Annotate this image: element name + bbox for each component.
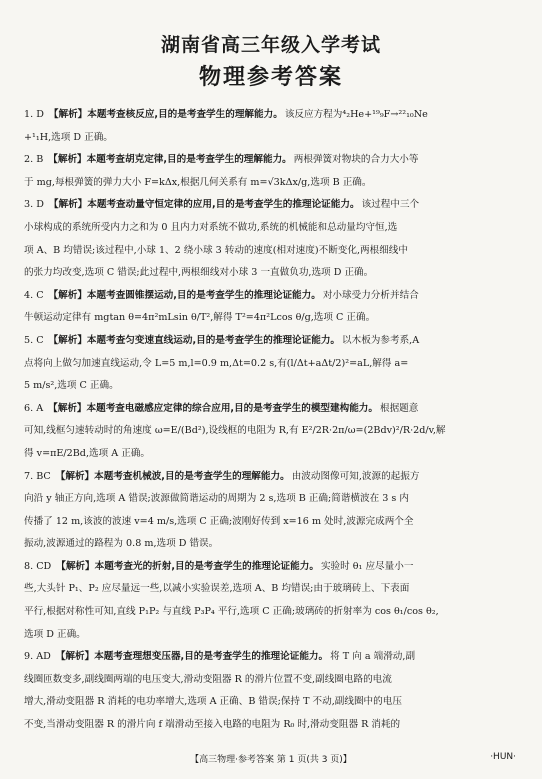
answer-text: 得 v=πE/2Bd,选项 A 正确。 bbox=[24, 447, 150, 459]
answer-line bbox=[24, 511, 520, 534]
answer-line bbox=[24, 149, 520, 172]
answer-text: 振动,波源通过的路程为 0.8 m,选项 D 错误。 bbox=[24, 538, 219, 550]
answer-text: 点将向上做匀加速直线运动,令 L=5 m,l=0.9 m,Δt=0.2 s,有(l/Δt+aΔt/2)²=aL,解得 a= bbox=[24, 357, 409, 369]
answer-item bbox=[24, 194, 520, 284]
analysis-heading: 【解析】本题考查动量守恒定律的应用,目的是考查学生的推理论证能力。 bbox=[48, 199, 360, 211]
analysis-heading: 【解析】本题考查胡克定律,目的是考查学生的理解能力。 bbox=[48, 154, 292, 166]
answer-number: 1. D bbox=[24, 109, 44, 120]
answer-item bbox=[24, 149, 520, 194]
answers-list bbox=[24, 104, 520, 737]
answer-text: 选项 D 正确。 bbox=[24, 628, 86, 640]
answer-line bbox=[24, 240, 520, 263]
answer-item bbox=[24, 466, 520, 556]
answer-line bbox=[24, 578, 520, 601]
answer-line bbox=[24, 488, 520, 511]
answer-text: 些,大头针 P₁、P₂ 应尽量远一些,以减小实验误差,选项 A、B 均错误;由于玻璃砖上、下表面 bbox=[24, 583, 410, 595]
page-footer: 【高三物理·参考答案 第 1 页(共 3 页)】 bbox=[190, 755, 352, 765]
answer-text: +¹₁H,选项 D 正确。 bbox=[24, 131, 113, 143]
answer-text: 不变,当滑动变阻器 R 的滑片向 f 端滑动至接入电路的电阻为 R₀ 时,滑动变阻器 R 消耗的 bbox=[24, 719, 401, 731]
analysis-heading: 【解析】本题考查理想变压器,目的是考查学生的推理论证能力。 bbox=[55, 651, 329, 663]
answer-text: 的张力均改变,选项 C 错误;此过程中,两根细线对小球 3 一直做负功,选项 D 正确。 bbox=[24, 267, 374, 279]
analysis-heading: 【解析】本题考查电磁感应定律的综合应用,目的是考查学生的模型建构能力。 bbox=[48, 402, 378, 414]
answer-text: 线圈匝数变多,副线圈两端的电压变大,滑动变阻器 R 的滑片位置不变,副线圈电路的电流 bbox=[24, 673, 392, 685]
answer-line bbox=[24, 307, 520, 330]
answer-line bbox=[24, 353, 520, 376]
answer-number: 6. A bbox=[24, 402, 44, 414]
footer-code: ·HUN· bbox=[490, 752, 516, 762]
answer-text: 根据题意 bbox=[379, 402, 419, 414]
answer-line bbox=[24, 443, 520, 466]
answer-line bbox=[24, 217, 520, 240]
analysis-heading: 【解析】本题考查圆锥摆运动,目的是考查学生的推理论证能力。 bbox=[48, 289, 321, 301]
answer-line bbox=[24, 262, 520, 285]
answer-number: 3. D bbox=[24, 199, 44, 211]
answer-number: 4. C bbox=[24, 289, 44, 301]
answer-text: 于 mg,每根弹簧的弹力大小 F=kΔx,根据几何关系有 m=√3kΔx/g,选项 B 正确。 bbox=[24, 176, 372, 188]
answer-number: 9. AD bbox=[24, 651, 51, 663]
analysis-heading: 【解析】本题考查机械波,目的是考查学生的理解能力。 bbox=[55, 470, 290, 482]
answer-item bbox=[24, 330, 520, 398]
answer-number: 2. B bbox=[24, 154, 44, 166]
analysis-heading: 【解析】本题考查核反应,目的是考查学生的理解能力。 bbox=[48, 109, 283, 120]
answer-text: 传播了 12 m,该波的波速 v=4 m/s,选项 C 正确;波刚好传到 x=16 m 处时,波源完成两个全 bbox=[24, 515, 414, 527]
answer-line bbox=[24, 646, 520, 669]
answer-line bbox=[24, 714, 520, 737]
answer-item bbox=[24, 646, 520, 736]
answer-text: 对小球受力分析并结合 bbox=[322, 289, 419, 301]
answer-item bbox=[24, 285, 520, 330]
answer-number: 5. C bbox=[24, 334, 44, 346]
answer-number: 8. CD bbox=[24, 560, 52, 572]
answer-line bbox=[24, 104, 520, 127]
answer-line bbox=[24, 127, 520, 150]
answer-line bbox=[24, 285, 520, 308]
answer-line bbox=[24, 533, 520, 556]
answer-line bbox=[24, 420, 520, 443]
answer-text: 两根弹簧对物块的合力大小等 bbox=[293, 154, 419, 166]
answer-text: 小球构成的系统所受内力之和为 0 且内力对系统不做功,系统的机械能和总动量均守恒,选 bbox=[24, 221, 398, 233]
answer-line bbox=[24, 194, 520, 217]
answer-text: 5 m/s²,选项 C 正确。 bbox=[24, 380, 119, 392]
answer-text: 增大,滑动变阻器 R 消耗的电功率增大,选项 A 正确、B 错误;保持 T 不动,副线圈中的电压 bbox=[24, 696, 402, 708]
answer-line bbox=[24, 601, 520, 624]
answer-text: 该过程中三个 bbox=[361, 199, 420, 211]
answer-text: 将 T 向 a 端滑动,副 bbox=[330, 651, 416, 663]
answer-text: 实验时 θ₁ 应尽量小一 bbox=[320, 560, 414, 572]
answer-line bbox=[24, 691, 520, 714]
answer-line bbox=[24, 556, 520, 579]
answer-text: 平行,根据对称性可知,直线 P₁P₂ 与直线 P₃P₄ 平行,选项 C 正确;玻璃砖的折射率为 cos θ₁/cos θ₂, bbox=[24, 606, 439, 618]
answer-line bbox=[24, 624, 520, 647]
answer-line bbox=[24, 669, 520, 692]
answer-line bbox=[24, 466, 520, 489]
answer-number: 7. BC bbox=[24, 470, 51, 482]
exam-title: 湖南省高三年级入学考试 bbox=[160, 34, 381, 56]
answer-text: 牛顿运动定律有 mgtan θ=4π²mLsin θ/T²,解得 T²=4π²Lcos θ/g,选项 C 正确。 bbox=[24, 312, 376, 324]
answer-text: 项 A、B 均错误;该过程中,小球 1、2 绕小球 3 转动的速度(相对速度)不断变化,两根细线中 bbox=[24, 244, 408, 256]
answer-text: 以木板为参考系,A bbox=[342, 334, 420, 346]
answer-text: 该反应方程为⁴₂He+¹⁹₉F→²²₁₀Ne bbox=[284, 109, 428, 120]
answer-line bbox=[24, 330, 520, 353]
answer-item bbox=[24, 556, 520, 646]
answer-line bbox=[24, 398, 520, 421]
analysis-heading: 【解析】本题考查匀变速直线运动,目的是考查学生的推理论证能力。 bbox=[48, 334, 341, 346]
answer-item bbox=[24, 398, 520, 466]
analysis-heading: 【解析】本题考查光的折射,目的是考查学生的推理论证能力。 bbox=[56, 560, 319, 572]
answer-item bbox=[24, 104, 520, 149]
answer-title: 物理参考答案 bbox=[198, 65, 343, 90]
answer-line bbox=[24, 375, 520, 398]
answer-text: 由波动图像可知,波源的起振方 bbox=[291, 470, 420, 482]
answer-line bbox=[24, 172, 520, 195]
answer-text: 可知,线框匀速转动时的角速度 ω=E/(Bd²),设线框的电阻为 R,有 E²/2R·2π/ω=(2Bdv)²/R·2d/v,解 bbox=[24, 425, 446, 437]
answer-text: 向沿 y 轴正方向,选项 A 错误;波源做简谐运动的周期为 2 s,选项 B 正确;简谐横波在 3 s 内 bbox=[24, 493, 409, 505]
